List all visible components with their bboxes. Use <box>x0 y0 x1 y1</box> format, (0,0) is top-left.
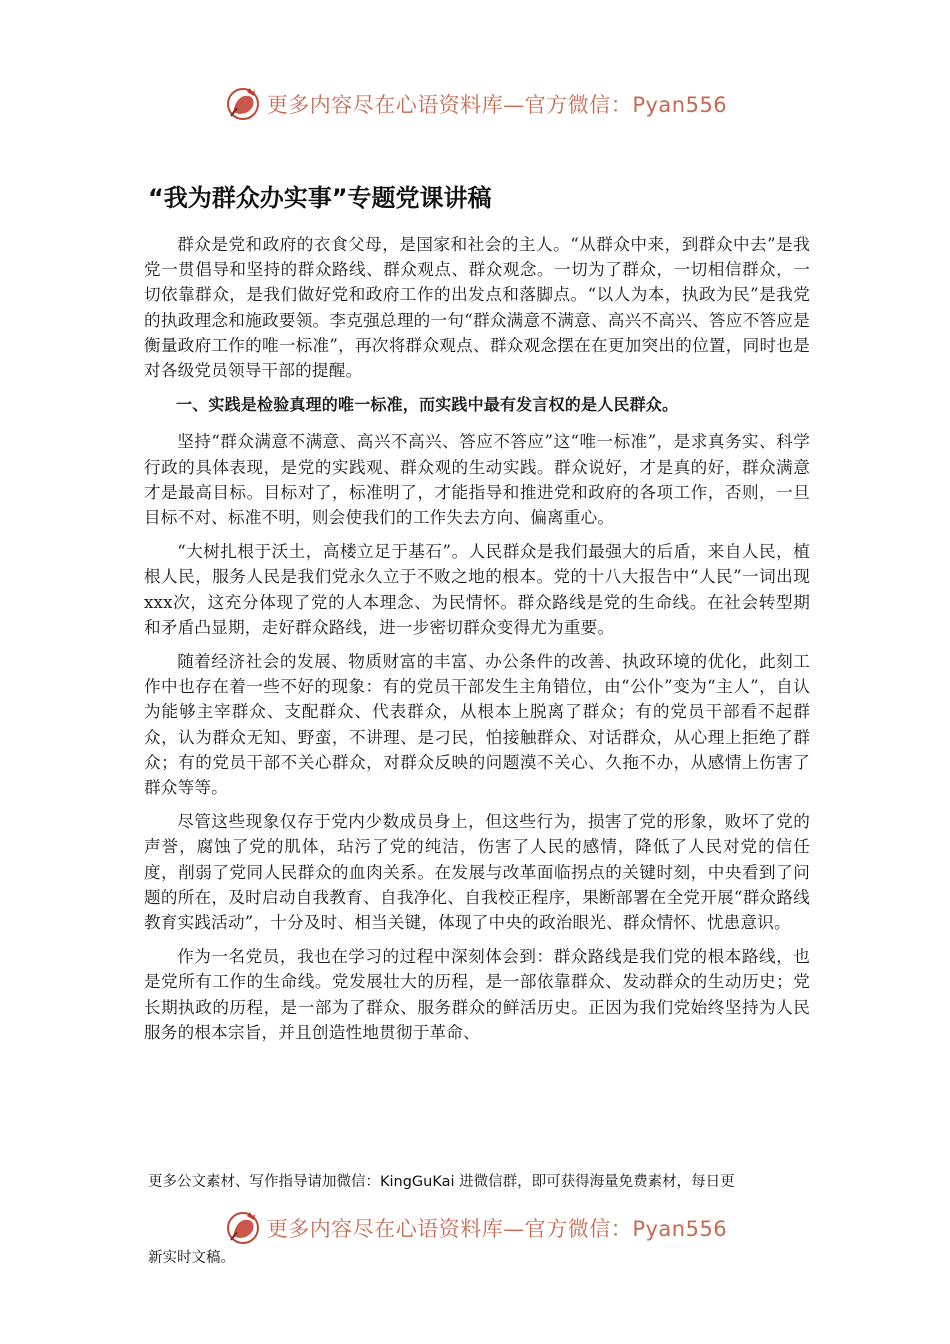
document-body <box>144 232 810 1054</box>
watermark-text: 更多内容尽在心语资料库—官方微信：Pyan556 <box>266 1217 728 1241</box>
paragraph: 作为一名党员，我也在学习的过程中深刻体会到：群众路线是我们党的根本路线，也是党所有工作的生命线。党发展壮大的历程，是一部依靠群众、发动群众的生动历史；党长期执政的历程，是一部为了群众、服务群众的鲜活历史。正因为我们党始终坚持为人民服务的根本宗旨，并且创造性地贯彻于革命、 <box>144 947 810 1042</box>
footer-note-continued: 新实时文稿。 <box>148 1250 235 1266</box>
paragraph: 坚持“群众满意不满意、高兴不高兴、答应不答应”这“唯一标准”，是求真务实、科学行政的具体表现，是党的实践观、群众观的生动实践。群众说好，才是真的好，群众满意才是最高目标。目标对了，标准明了，才能指导和推进党和政府的各项工作，否则，一旦目标不对、标准不明，则会使我们的工作失去方向、偏离重心。 <box>144 432 810 528</box>
rooster-logo-icon <box>223 84 263 124</box>
watermark-banner-top <box>0 82 950 126</box>
paragraph: 随着经济社会的发展、物质财富的丰富、办公条件的改善、执政环境的优化，此刻工作中也存在着一些不好的现象：有的党员干部发生主角错位，由“公仆”变为“主人”，自认为能够主宰群众、支配群众、代表群众，从根本上脱离了群众；有的党员干部看不起群众，认为群众无知、野蛮，不讲理、是刁民，怕接触群众、对话群众，从心理上拒绝了群众；有的党员干部不关心群众，对群众反映的问题漠不关心、久拖不办，从感情上伤害了群众等等。 <box>144 652 810 798</box>
rooster-logo-icon <box>223 1208 263 1248</box>
page-title: “我为群众办实事”专题党课讲稿 <box>148 184 492 212</box>
paragraph: “大树扎根于沃土，高楼立足于基石”。人民群众是我们最强大的后盾，来自人民，植根人民，服务人民是我们党永久立于不败之地的根本。党的十八大报告中“人民”一词出现xxx次，这充分体现了党的人本理念、为民情怀。群众路线是党的生命线。在社会转型期和矛盾凸显期，走好群众路线，进一步密切群众变得尤为重要。 <box>144 542 810 637</box>
paragraph: 群众是党和政府的衣食父母，是国家和社会的主人。“从群众中来，到群众中去”是我党一贯倡导和坚持的群众路线、群众观点、群众观念。一切为了群众，一切相信群众，一切依靠群众，是我们做好党和政府工作的出发点和落脚点。“以人为本，执政为民”是我党的执政理念和施政要领。李克强总理的一句“群众满意不满意、高兴不高兴、答应不答应是衡量政府工作的唯一标准”，再次将群众观点、群众观念摆在在更加突出的位置，同时也是对各级党员领导干部的提醒。 <box>144 235 810 381</box>
watermark-banner-bottom <box>0 1206 950 1250</box>
section-heading: 一、实践是检验真理的唯一标准，而实践中最有发言权的是人民群众。 <box>176 395 679 415</box>
footer-note: 更多公文素材、写作指导请加微信：KingGuKai 进微信群，即可获得海量免费素材，每日更 <box>148 1174 735 1190</box>
paragraph: 尽管这些现象仅存于党内少数成员身上，但这些行为，损害了党的形象，败坏了党的声誉，腐蚀了党的肌体，玷污了党的纯洁，伤害了人民的感情，降低了人民对党的信任度，削弱了党同人民群众的血肉关系。在发展与改革面临拐点的关键时刻，中央看到了问题的所在，及时启动自我教育、自我净化、自我校正程序，果断部署在全党开展“群众路线教育实践活动”，十分及时、相当关键，体现了中央的政治眼光、群众情怀、忧患意识。 <box>144 812 810 933</box>
watermark-text: 更多内容尽在心语资料库—官方微信：Pyan556 <box>266 93 728 117</box>
